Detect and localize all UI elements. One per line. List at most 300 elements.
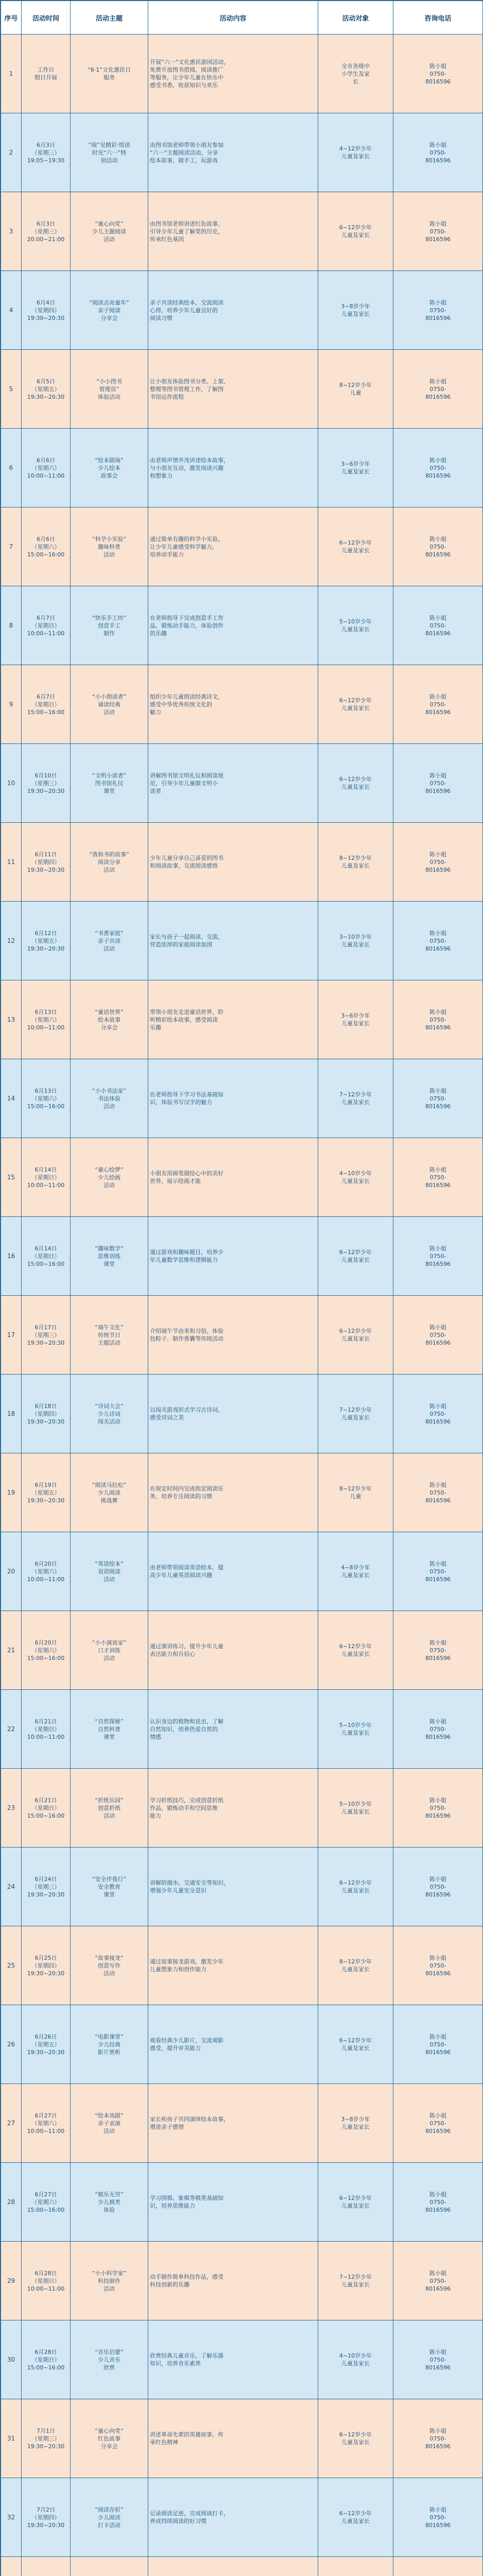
cell-theme-line: 诵读经典 — [98, 701, 120, 708]
cell-content-line: 等服务，让少年儿童在快乐中 — [150, 74, 223, 81]
cell-time — [22, 744, 71, 823]
cell-theme-line: 活动 — [104, 235, 115, 243]
cell-target-line: 4~12岁少年 — [339, 145, 372, 152]
header-theme: 活动主题 — [71, 1, 148, 35]
cell-theme-line: 活动 — [104, 1181, 115, 1189]
cell-target — [318, 192, 393, 271]
cell-theme-line: “音乐启蒙” — [95, 2348, 124, 2355]
cell-time — [22, 1532, 71, 1611]
cell-theme-line: 阅读分享 — [98, 858, 120, 866]
cell-target — [318, 823, 393, 902]
cell-theme-line: 活动 — [104, 2127, 115, 2134]
cell-target-line: 儿童及家长 — [341, 547, 370, 554]
cell-content-line: 表达能力和自信心 — [150, 1651, 195, 1657]
cell-time-line: （星期四） — [31, 307, 60, 314]
cell-phone-line: 8016596 — [425, 2206, 451, 2213]
table-row — [1, 507, 483, 586]
cell-target — [318, 2084, 393, 2163]
cell-phone-line: 0750- — [429, 464, 446, 471]
cell-content-line: 书馆运作流程 — [150, 393, 184, 400]
cell-phone-line: 0750- — [429, 1804, 446, 1811]
cell-phone-line: 0750- — [429, 1883, 446, 1890]
cell-time-line: 15:00~16:00 — [27, 551, 65, 558]
cell-phone-line: 陈小姐 — [429, 1481, 446, 1488]
cell-content — [148, 429, 318, 507]
cell-target — [318, 586, 393, 665]
cell-theme-line: 主题活动 — [98, 1339, 120, 1346]
cell-phone-line: 陈小姐 — [429, 1954, 446, 1961]
cell-theme — [71, 429, 148, 507]
header-content: 活动内容 — [148, 1, 318, 35]
header-seq: 序号 — [1, 1, 22, 35]
cell-time-line: 假日开展 — [34, 74, 57, 81]
cell-time-line: 6月27日 — [34, 2112, 57, 2119]
cell-content — [148, 1690, 318, 1769]
cell-time-line: （星期三） — [31, 228, 60, 235]
cell-target-line: 8~12岁少年 — [339, 382, 372, 388]
cell-phone-line: 8016596 — [425, 1891, 451, 1898]
cell-content-line: 认识身边的植物和昆虫，了解 — [150, 1718, 223, 1725]
cell-time — [22, 665, 71, 744]
cell-theme-line: 体验活动 — [98, 393, 120, 400]
cell-content-line: 绘本故事，做手工，玩游戏 — [150, 157, 218, 164]
cell-target-line: 儿童及家长 — [341, 1335, 370, 1342]
cell-phone-line: 陈小姐 — [429, 1718, 446, 1725]
cell-theme — [71, 350, 148, 429]
cell-theme-line: 自然科普 — [98, 1725, 120, 1733]
cell-theme-line: “书香家庭” — [95, 929, 124, 937]
cell-theme — [71, 2242, 148, 2320]
cell-theme-line: “小小朗读者” — [92, 693, 127, 700]
cell-content — [148, 586, 318, 665]
cell-theme-line: 活动 — [104, 2285, 115, 2292]
cell-phone-line: 陈小姐 — [429, 1639, 446, 1646]
cell-theme — [71, 1296, 148, 1375]
cell-time-line: 7月2日 — [37, 2506, 55, 2513]
cell-target — [318, 2557, 393, 2576]
cell-phone-line: 0750- — [429, 2120, 446, 2127]
cell-content-line: 感受，提升审美能力 — [150, 2045, 201, 2052]
cell-target — [318, 271, 393, 350]
cell-phone-line: 8016596 — [425, 1970, 451, 1977]
cell-time-line: 19:30~20:30 — [27, 787, 65, 794]
cell-phone-line: 0750- — [429, 1410, 446, 1417]
cell-time-line: 6月14日 — [34, 1245, 57, 1252]
cell-target-line: 儿童及家长 — [341, 311, 370, 317]
cell-time — [22, 192, 71, 271]
cell-content-line: 讲解图书馆文明礼仪和阅读规 — [150, 772, 223, 779]
cell-time-line: （星期三） — [31, 1883, 60, 1890]
cell-content-line: 开展“六一”文化惠民游园活动， — [150, 59, 230, 65]
cell-seq: 26 — [1, 2005, 22, 2084]
cell-phone-line: 0750- — [429, 1647, 446, 1654]
cell-phone-line: 0750- — [429, 2356, 446, 2363]
cell-theme-line: “阅读存折” — [95, 2506, 124, 2513]
cell-time-line: （星期四） — [31, 858, 60, 866]
cell-content-line: 由老师带领阅读英语绘本，提 — [150, 1564, 223, 1571]
cell-content-line: 小朋友用画笔描绘心中的美好 — [150, 1170, 223, 1177]
cell-phone — [393, 1611, 483, 1690]
cell-content — [148, 271, 318, 350]
cell-phone-line: 陈小姐 — [429, 1166, 446, 1173]
cell-time-line: 6月24日 — [34, 1875, 57, 1883]
cell-content-line: 识，体验书写汉字的魅力 — [150, 1099, 212, 1106]
cell-time-line: 19:30~20:30 — [27, 2521, 65, 2529]
cell-theme — [71, 902, 148, 980]
cell-target — [318, 665, 393, 744]
cell-target-line: 儿童及家长 — [341, 153, 370, 160]
cell-phone-line: 8016596 — [425, 1103, 451, 1110]
cell-time-line: 6月21日 — [34, 1797, 57, 1804]
cell-target-line: 儿童及家长 — [341, 862, 370, 869]
cell-theme-line: 少儿经典 — [98, 2041, 120, 2048]
table-row — [1, 2242, 483, 2320]
cell-phone-line: 8016596 — [425, 1339, 451, 1346]
cell-phone-line: 8016596 — [425, 1733, 451, 1740]
cell-content-line: 感受中华优秀传统文化的 — [150, 701, 212, 708]
cell-content-line: 年儿童数学思维和逻辑能力 — [150, 1257, 218, 1263]
cell-target-line: 儿童及家长 — [341, 2202, 370, 2209]
cell-theme — [71, 2478, 148, 2557]
cell-target — [318, 1926, 393, 2005]
cell-phone — [393, 1138, 483, 1217]
cell-target-line: 6~12岁少年 — [339, 1643, 372, 1650]
cell-target — [318, 2320, 393, 2399]
cell-time — [22, 429, 71, 507]
cell-time-line: 10:00~11:00 — [27, 2127, 65, 2134]
cell-content — [148, 35, 318, 113]
cell-phone — [393, 271, 483, 350]
cell-theme — [71, 1453, 148, 1532]
cell-target-line: 6~12岁少年 — [339, 2195, 372, 2201]
cell-phone-line: 0750- — [429, 1331, 446, 1338]
cell-seq: 10 — [1, 744, 22, 823]
table-row — [1, 1059, 483, 1138]
cell-time — [22, 902, 71, 980]
cell-seq: 32 — [1, 2478, 22, 2557]
cell-target-line: 3~10岁少年 — [339, 934, 372, 940]
cell-phone-line: 陈小姐 — [429, 2191, 446, 2198]
cell-content — [148, 1769, 318, 1848]
cell-theme-line: “小小图书 — [96, 378, 122, 385]
cell-phone-line: 0750- — [429, 1174, 446, 1181]
cell-seq: 14 — [1, 1059, 22, 1138]
cell-theme-line: 服务 — [104, 74, 115, 81]
cell-target — [318, 980, 393, 1059]
cell-time-line: 6月19日 — [34, 1481, 57, 1488]
cell-target-line: 3~8岁少年 — [341, 303, 370, 310]
cell-content-line: 增强少年儿童安全意识 — [150, 1887, 206, 1894]
cell-content-line: 在老师指导下学习书法基础知 — [150, 1091, 223, 1098]
cell-target-line: 儿童及家长 — [341, 1651, 370, 1657]
cell-theme-line: 思维训练 — [98, 1252, 120, 1260]
cell-theme-line: 活动 — [104, 945, 115, 952]
table-row — [1, 1926, 483, 2005]
cell-time-line: 6月6日 — [37, 535, 55, 543]
cell-phone-line: 8016596 — [425, 1497, 451, 1504]
cell-time-line: 10:00~11:00 — [27, 1733, 65, 1740]
table-row — [1, 35, 483, 113]
cell-target-line: 儿童及家长 — [341, 941, 370, 948]
cell-phone-line: 陈小姐 — [429, 1402, 446, 1410]
cell-target-line: 6~12岁少年 — [339, 2510, 372, 2517]
cell-content-line: 通过简单有趣的科学小实验， — [150, 535, 223, 543]
cell-phone-line: 陈小姐 — [429, 1087, 446, 1094]
activity-table — [1, 1, 483, 2576]
cell-time-line: 6月6日 — [37, 456, 55, 464]
cell-content — [148, 2084, 318, 2163]
cell-time-line: 19:30~20:30 — [27, 945, 65, 952]
cell-content-line: 务，培养专注阅读的习惯 — [150, 1493, 212, 1500]
cell-target-line: 6~12岁少年 — [339, 697, 372, 704]
cell-seq: 28 — [1, 2163, 22, 2242]
cell-content — [148, 2399, 318, 2478]
cell-content-line: 魅力 — [150, 708, 161, 716]
cell-time-line: （星期六） — [31, 2198, 60, 2206]
cell-theme-line: “棋乐无穷” — [95, 2191, 124, 2198]
cell-theme-line: 时光“六一”特 — [92, 149, 127, 156]
cell-phone-line: 陈小姐 — [429, 141, 446, 148]
cell-phone-line: 0750- — [429, 937, 446, 944]
cell-content-line: 世界，展示绘画才能 — [150, 1178, 201, 1184]
cell-target-line: 4~10岁少年 — [339, 2352, 372, 2359]
cell-theme — [71, 271, 148, 350]
cell-time-line: （星期三） — [31, 779, 60, 787]
cell-theme-line: 创意折纸 — [98, 1804, 120, 1811]
cell-target — [318, 1059, 393, 1138]
cell-time-line: 19:30~20:30 — [27, 1418, 65, 1425]
cell-theme — [71, 192, 148, 271]
cell-content — [148, 1453, 318, 1532]
cell-theme-line: 少儿绘画 — [98, 1174, 120, 1181]
cell-time-line: 19:30~20:30 — [27, 314, 65, 321]
cell-theme-line: “小小书法家” — [92, 1087, 127, 1094]
cell-time-line: 15:00~16:00 — [27, 1654, 65, 1662]
cell-theme — [71, 1217, 148, 1296]
cell-content-line: 作品，锻炼动手和空间思维 — [150, 1804, 218, 1811]
cell-phone — [393, 429, 483, 507]
cell-phone-line: 8016596 — [425, 2364, 451, 2371]
cell-content-line: 由老师声情并茂讲述绘本故事， — [150, 456, 229, 464]
cell-time — [22, 113, 71, 192]
cell-theme-line: “小小演说家” — [92, 1639, 127, 1646]
cell-content-line: 感受书香，收获知识与欢乐 — [150, 82, 218, 89]
cell-content — [148, 1848, 318, 1926]
cell-theme-line: 少儿阅读 — [98, 1489, 120, 1496]
cell-phone-line: 8016596 — [425, 1812, 451, 1819]
cell-phone-line: 8016596 — [425, 393, 451, 400]
table-row — [1, 271, 483, 350]
cell-phone-line: 8016596 — [425, 1575, 451, 1583]
cell-time — [22, 1769, 71, 1848]
cell-theme-line: 少儿诗词 — [98, 1410, 120, 1417]
cell-target — [318, 1138, 393, 1217]
cell-phone — [393, 980, 483, 1059]
cell-phone-line: 0750- — [429, 1252, 446, 1260]
cell-time-line: 6月18日 — [34, 1402, 57, 1410]
table-row — [1, 1690, 483, 1769]
cell-seq: 30 — [1, 2320, 22, 2399]
cell-content-line: 能力 — [150, 1812, 161, 1819]
cell-content-line: 养成持续阅读的好习惯 — [150, 2518, 206, 2524]
cell-theme-line: “折纸乐园” — [95, 1797, 124, 1804]
cell-theme-line: 活动 — [104, 1654, 115, 1662]
cell-phone-line: 陈小姐 — [429, 693, 446, 700]
cell-theme-line: “童心绘梦” — [95, 1166, 124, 1173]
cell-target-line: 儿童及家长 — [341, 2045, 370, 2052]
cell-seq: 29 — [1, 2242, 22, 2320]
cell-content-line: 识，培养思维能力 — [150, 2202, 195, 2209]
cell-phone-line: 8016596 — [425, 1418, 451, 1425]
cell-phone — [393, 1532, 483, 1611]
cell-theme-line: 少儿阅读 — [98, 2514, 120, 2521]
cell-theme-line: 活动 — [104, 551, 115, 558]
cell-phone-line: 0750- — [429, 70, 446, 77]
cell-time-line: （星期六） — [31, 1647, 60, 1654]
cell-target-line: 4~8岁少年 — [341, 1564, 370, 1571]
cell-target — [318, 507, 393, 586]
cell-theme — [71, 507, 148, 586]
cell-time — [22, 2005, 71, 2084]
cell-time — [22, 35, 71, 113]
cell-time-line: 15:00~16:00 — [27, 708, 65, 716]
cell-content-line: 免费开放图书借阅、阅读推广 — [150, 66, 223, 73]
table-row — [1, 2084, 483, 2163]
cell-phone — [393, 2320, 483, 2399]
cell-target — [318, 350, 393, 429]
cell-time-line: 6月5日 — [37, 378, 55, 385]
cell-time-line: 10:00~11:00 — [27, 1181, 65, 1189]
cell-time-line: （星期五） — [31, 937, 60, 944]
cell-phone-line: 陈小姐 — [429, 1008, 446, 1015]
cell-time-line: 6月27日 — [34, 2191, 57, 2198]
cell-theme — [71, 980, 148, 1059]
cell-target-line: 全市各级中 — [341, 62, 370, 70]
table-row — [1, 1296, 483, 1375]
cell-time-line: 6月17日 — [34, 1324, 57, 1331]
cell-seq: 15 — [1, 1138, 22, 1217]
cell-content-line: 乐趣 — [150, 1024, 161, 1031]
cell-time — [22, 271, 71, 350]
cell-phone-line: 8016596 — [425, 708, 451, 716]
cell-time-line: 6月13日 — [34, 1008, 57, 1015]
cell-time-line: （星期三） — [31, 2435, 60, 2442]
cell-phone — [393, 192, 483, 271]
cell-theme — [71, 1926, 148, 2005]
cell-phone-line: 8016596 — [425, 314, 451, 321]
cell-theme — [71, 2163, 148, 2242]
cell-theme-line: 创意手工 — [98, 622, 120, 629]
cell-target-line: 儿童及家长 — [341, 232, 370, 239]
cell-time-line: （星期日） — [31, 2356, 60, 2363]
cell-content-line: 心得，培养少年儿童良好的 — [150, 307, 218, 314]
cell-theme — [71, 1138, 148, 1217]
cell-content-line: 与小朋友互动，激发阅读兴趣 — [150, 464, 223, 471]
cell-target-line: 3~6岁少年 — [341, 1012, 370, 1019]
cell-theme-line: “童话世界” — [95, 1008, 124, 1015]
cell-theme-line: “电影课堂” — [95, 2033, 124, 2040]
cell-phone-line: 0750- — [429, 622, 446, 629]
cell-time — [22, 1926, 71, 2005]
cell-target-line: 儿童及家长 — [341, 1414, 370, 1421]
cell-theme — [71, 1690, 148, 1769]
table-row — [1, 1217, 483, 1296]
cell-target-line: 儿童及家长 — [341, 1808, 370, 1815]
cell-phone-line: 陈小姐 — [429, 1560, 446, 1567]
cell-phone — [393, 665, 483, 744]
cell-target-line: 儿童及家长 — [341, 1099, 370, 1106]
cell-time-line: 19:30~20:30 — [27, 2048, 65, 2056]
cell-time — [22, 1217, 71, 1296]
cell-time-line: 19:30~20:30 — [27, 1339, 65, 1346]
table-row — [1, 1848, 483, 1926]
cell-target-line: 6~12岁少年 — [339, 776, 372, 783]
cell-time-line: 15:00~16:00 — [27, 1812, 65, 1819]
cell-time — [22, 1690, 71, 1769]
cell-seq: 19 — [1, 1453, 22, 1532]
cell-phone-line: 0750- — [429, 2198, 446, 2206]
cell-time — [22, 1059, 71, 1138]
cell-content-line: 高少年儿童英语阅读兴趣 — [150, 1572, 212, 1579]
cell-content — [148, 1296, 318, 1375]
cell-time-line: 6月26日 — [34, 2033, 57, 2040]
cell-time-line: （星期四） — [31, 1962, 60, 1969]
cell-phone-line: 0750- — [429, 228, 446, 235]
cell-target — [318, 1453, 393, 1532]
table-row — [1, 902, 483, 980]
cell-content — [148, 1611, 318, 1690]
cell-target-line: 长 — [353, 78, 358, 85]
cell-phone — [393, 1690, 483, 1769]
cell-target-line: 儿童 — [350, 389, 361, 396]
cell-target-line: 8~12岁少年 — [339, 1485, 372, 1492]
table-row — [1, 2478, 483, 2557]
cell-content-line: 组织少年儿童朗读经典诗文， — [150, 693, 223, 700]
cell-time-line: 6月12日 — [34, 929, 57, 937]
cell-content-line: 由图书馆老师带领小朋友参加 — [150, 141, 223, 148]
cell-theme-line: 课堂 — [104, 1733, 115, 1740]
cell-phone-line: 8016596 — [425, 787, 451, 794]
cell-phone-line: 0750- — [429, 2435, 446, 2442]
cell-theme-line: “科学小实验” — [92, 535, 127, 543]
cell-time-line: 工作日 — [37, 66, 55, 73]
cell-time-line: 6月28日 — [34, 2269, 57, 2277]
cell-content — [148, 113, 318, 192]
cell-theme-line: 分享会 — [100, 2443, 118, 2450]
cell-time-line: 6月3日 — [37, 141, 55, 148]
cell-target-line: 6~12岁少年 — [339, 2431, 372, 2438]
cell-phone — [393, 823, 483, 902]
cell-phone-line: 8016596 — [425, 945, 451, 952]
cell-target-line: 儿童及家长 — [341, 1572, 370, 1579]
cell-target — [318, 2399, 393, 2478]
cell-target — [318, 1217, 393, 1296]
cell-phone — [393, 350, 483, 429]
cell-target — [318, 902, 393, 980]
cell-phone-line: 8016596 — [425, 630, 451, 637]
cell-theme-line: 分享会 — [100, 314, 118, 321]
cell-phone-line: 0750- — [429, 1725, 446, 1733]
cell-theme — [71, 1611, 148, 1690]
cell-target-line: 6~12岁少年 — [339, 224, 372, 231]
cell-content — [148, 192, 318, 271]
cell-theme-line: 欣赏 — [104, 2364, 115, 2371]
cell-content-line: 和想象力 — [150, 472, 173, 479]
cell-phone-line: 陈小姐 — [429, 378, 446, 385]
cell-theme-line: 传统节日 — [98, 1331, 120, 1338]
cell-phone-line: 0750- — [429, 543, 446, 550]
cell-time — [22, 2399, 71, 2478]
